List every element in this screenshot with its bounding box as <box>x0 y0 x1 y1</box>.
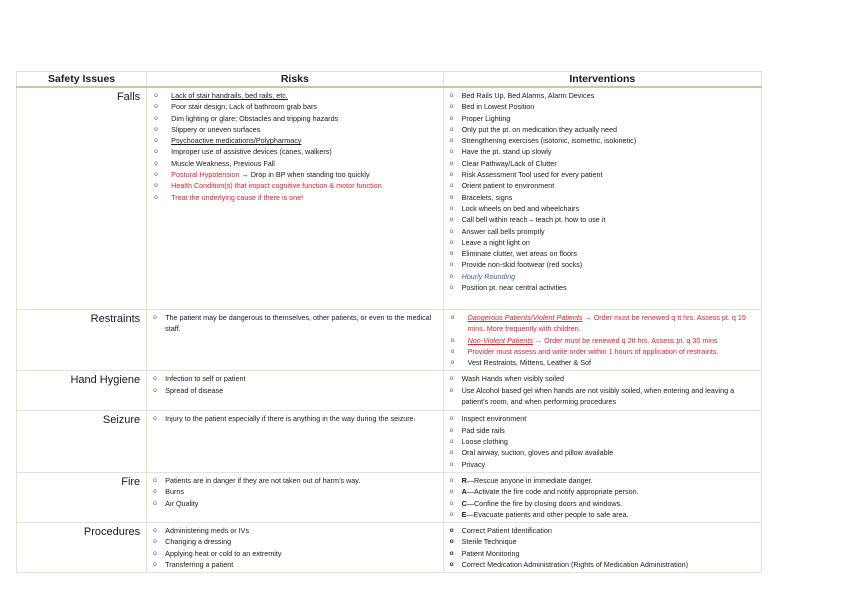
intervention-item: o Have the pt. stand up slowly <box>444 146 761 157</box>
intervention-item: o Eliminate clutter, wet areas on floors <box>444 248 761 259</box>
intervention-item: o Use Alcohol based gel when hands are not visibly soiled, when entering and leaving a patient’s room, and when performing procedures <box>444 385 761 408</box>
risk-item: o Injury to the patient especially if there is anything in the way during the seizure. <box>147 413 442 424</box>
intervention-item: o Patient Monitoring <box>444 548 761 559</box>
intervention-item: o Wash Hands when visibly soiled <box>444 373 761 384</box>
intervention-dangerous-patients: o Dangerous Patients/Violent Patients → Order must be renewed q tt hrs. Assess pt. q 15 mins. More frequently with children. <box>444 312 761 335</box>
intervention-item: o Clear Pathway/Lack of Clutter <box>444 158 761 169</box>
intervention-item: o Risk Assessment Tool used for every patient <box>444 169 761 180</box>
header-interventions: Interventions <box>443 72 761 88</box>
risk-item: o Health Condition(s) that impact cognitive function & motor function <box>147 180 442 191</box>
row-falls <box>17 87 762 310</box>
row-fire <box>17 472 762 522</box>
intervention-item: o Bed in Lowest Position <box>444 101 761 112</box>
header-row <box>17 72 762 88</box>
intervention-item: o Proper Lighting <box>444 113 761 124</box>
interventions-fire <box>443 472 761 522</box>
risks-seizure <box>147 411 443 472</box>
safety-issues-table <box>16 71 762 573</box>
interventions-procedures <box>443 523 761 573</box>
intervention-item: o Privacy <box>444 459 761 470</box>
intervention-item: o Answer call bells promptly <box>444 226 761 237</box>
risks-falls <box>147 87 443 310</box>
issue-fire: Fire <box>17 472 147 522</box>
intervention-item: o Position pt. near central activities <box>444 282 761 293</box>
intervention-item: o Loose clothing <box>444 436 761 447</box>
issue-falls: Falls <box>17 87 147 310</box>
risk-item: o Lack of stair handrails, bed rails, etc. <box>147 90 442 101</box>
risk-item: o Transferring a patient <box>147 559 442 570</box>
issue-procedures: Procedures <box>17 523 147 573</box>
interventions-falls <box>443 87 761 310</box>
intervention-item: o Leave a night light on <box>444 237 761 248</box>
race-item-r: o R—Rescue anyone in immediate danger. <box>444 475 761 486</box>
risks-procedures <box>147 523 443 573</box>
intervention-item: o Bed Rails Up, Bed Alarms, Alarm Devices <box>444 90 761 101</box>
intervention-item: o Oral airway, suction, gloves and pillow available <box>444 447 761 458</box>
intervention-item: o Orient patient to environment <box>444 180 761 191</box>
race-item-c: o C—Confine the fire by closing doors and windows. <box>444 498 761 509</box>
risks-restraints <box>147 310 443 371</box>
header-risks: Risks <box>147 72 443 88</box>
intervention-item: o Provide non-skid footwear (red socks) <box>444 259 761 270</box>
risk-item: o Changing a dressing <box>147 536 442 547</box>
risk-item: o Improper use of assistive devices (canes, walkers) <box>147 146 442 157</box>
issue-hand-hygiene: Hand Hygiene <box>17 371 147 411</box>
row-hand-hygiene <box>17 371 762 411</box>
interventions-restraints <box>443 310 761 371</box>
race-item-e: o E—Evacuate patients and other people to safe area. <box>444 509 761 520</box>
intervention-item: o Strengthening exercises (isotonic, isometric, isokinetic) <box>444 135 761 146</box>
risk-item: o Air Quality <box>147 498 442 509</box>
issue-seizure: Seizure <box>17 411 147 472</box>
risks-fire <box>147 472 443 522</box>
risk-item-postural-hypotension: o Postural Hypotension → Drop in BP when standing too quickly <box>147 169 442 180</box>
intervention-item: o Correct Patient Identification <box>444 525 761 536</box>
intervention-item: o Sterile Technique <box>444 536 761 547</box>
intervention-item: o Hourly Rounding <box>444 271 761 282</box>
risk-item: o Psychoactive medications/Polypharmacy <box>147 135 442 146</box>
risk-item: o Spread of disease <box>147 385 442 396</box>
row-seizure <box>17 411 762 472</box>
intervention-item: o Call bell within reach – teach pt. how to use it <box>444 214 761 225</box>
risk-item: o Dim lighting or glare; Obstacles and tripping hazards <box>147 113 442 124</box>
race-item-a: o A—Activate the fire code and notify appropriate person. <box>444 486 761 497</box>
risk-item: o Infection to self or patient <box>147 373 442 384</box>
risk-item: o Muscle Weakness, Previous Fall <box>147 158 442 169</box>
issue-restraints: Restraints <box>17 310 147 371</box>
risks-hand-hygiene <box>147 371 443 411</box>
arrow-right-icon: → <box>241 170 249 180</box>
risk-item: o Poor stair design; Lack of bathroom grab bars <box>147 101 442 112</box>
risk-item: o Treat the underlying cause if there is one! <box>147 192 442 203</box>
risk-item: o Patients are in danger if they are not taken out of harm’s way. <box>147 475 442 486</box>
intervention-item: o Correct Medication Administration (Rights of Medication Administration) <box>444 559 761 570</box>
row-procedures <box>17 523 762 573</box>
intervention-item: o Bracelets, signs <box>444 192 761 203</box>
interventions-hand-hygiene <box>443 371 761 411</box>
risk-item: o Administering meds or IVs <box>147 525 442 536</box>
intervention-item: o Inspect environment <box>444 413 761 424</box>
intervention-restraint-types: o Vest Restraints, Mittens, Leather & Sof <box>444 357 761 368</box>
intervention-item: o Lock wheels on bed and wheelchairs <box>444 203 761 214</box>
risk-item: o The patient may be dangerous to themselves, other patients, or even to the medical staff. <box>147 312 442 335</box>
intervention-non-violent-patients: o Non-Violent Patients → Order must be renewed q 2tt hrs. Assess pt. q 30 mins <box>444 335 761 346</box>
intervention-item: o Pad side rails <box>444 425 761 436</box>
row-restraints <box>17 310 762 371</box>
risk-item: o Burns <box>147 486 442 497</box>
risk-item: o Slippery or uneven surfaces <box>147 124 442 135</box>
interventions-seizure <box>443 411 761 472</box>
risk-item: o Applying heat or cold to an extremity <box>147 548 442 559</box>
intervention-provider-order: o Provider must assess and write order within 1 hours of application of restraints. <box>444 346 761 357</box>
intervention-item: o Only put the pt. on medication they actually need <box>444 124 761 135</box>
header-safety-issues: Safety Issues <box>17 72 147 88</box>
